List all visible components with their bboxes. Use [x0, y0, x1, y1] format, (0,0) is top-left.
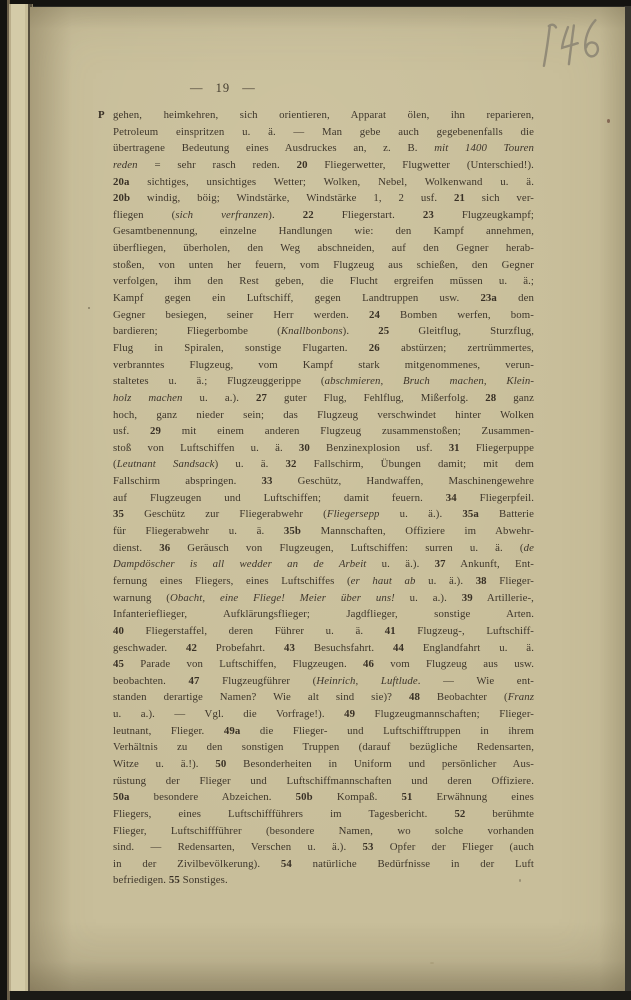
text-segment: Flug in Spiralen, sonstige Flugarten.	[113, 341, 369, 354]
item-number: 52	[454, 807, 466, 820]
text-line	[113, 856, 534, 873]
text-segment: . — Wie ent-	[417, 674, 534, 687]
item-number: 36	[159, 541, 171, 554]
text-segment: Leutnant Sandsack	[116, 458, 215, 471]
item-number: 45	[113, 658, 124, 671]
text-segment: rüstung der Flieger und Luftschiffmannschaften und deren Offiziere.	[113, 774, 534, 787]
text-segment: Flieger, Luftschiffführer (besondere Namen, wo solche vorhanden	[113, 824, 534, 837]
text-segment: mit einem anderen Flugzeug zusammenstoßen; Zusammen-	[161, 425, 534, 438]
text-segment: Flugzeug-, Luftschiff-	[395, 624, 534, 637]
text-line	[113, 573, 534, 590]
item-number: 34	[445, 491, 457, 504]
text-segment: stoßen, von unten her feuern, vom Flugzeug aus schießen, den Gegner	[113, 258, 534, 271]
item-number: 20	[296, 158, 308, 171]
text-segment: Englandfahrt u. ä.	[404, 641, 534, 654]
text-segment: Mannschaften, Offiziere im Abwehr-	[300, 525, 534, 538]
text-segment: reden	[113, 158, 138, 171]
item-number: 39	[461, 591, 473, 604]
text-segment: Fallschirm, Übungen damit; mit dem	[296, 458, 534, 471]
text-line	[113, 407, 534, 424]
text-segment: Kompaß.	[312, 791, 402, 804]
text-segment: ).	[268, 208, 303, 221]
text-segment: auf Flugzeugen und Luftschiffen; damit feuern.	[113, 491, 446, 504]
text-line	[113, 689, 534, 706]
item-number: 29	[150, 425, 161, 438]
text-segment: Ankunft, Ent-	[445, 558, 534, 571]
item-number: 35	[113, 508, 124, 521]
text-line	[113, 174, 534, 191]
item-number: 40	[113, 624, 124, 637]
text-segment: Kampf gegen ein Luftschiff, gegen Landtruppen usw.	[113, 292, 481, 305]
item-number: 46	[363, 658, 375, 671]
item-number: 50a	[113, 791, 130, 804]
item-number: 27	[255, 391, 267, 404]
item-number: 48	[409, 691, 420, 704]
text-segment: Fliegerwetter, Flugwetter (Unterschied!).	[307, 158, 534, 171]
text-segment: Gegner besiegen, seiner Herr werden.	[113, 308, 369, 321]
item-number: 38	[475, 574, 487, 587]
text-line	[113, 290, 534, 307]
text-segment: verbranntes Flugzeug, vom Kampf stark mitgenommenes, verun-	[113, 358, 534, 371]
text-line	[113, 506, 534, 523]
text-segment: Beobachter (	[420, 691, 508, 704]
text-segment: Artillerie-,	[472, 591, 534, 604]
item-number: 37	[434, 558, 446, 571]
item-number: 24	[368, 308, 380, 321]
text-line	[113, 473, 534, 490]
text-segment: fliegen (	[113, 208, 176, 221]
paper-speck	[519, 879, 521, 882]
book-page	[30, 7, 625, 991]
item-number: 54	[280, 857, 292, 870]
text-line	[113, 872, 534, 889]
text-segment: Geräusch von Flugzeugen, Luftschiffen: surren u. ä. (	[170, 541, 524, 554]
item-number: 28	[485, 391, 497, 404]
item-number: 49	[344, 708, 356, 721]
text-segment: Dampdöscher is all wedder an de Arbeit	[113, 558, 367, 571]
page-number-header: — 19 —	[190, 81, 256, 95]
text-line	[113, 556, 534, 573]
handwritten-number	[530, 17, 610, 80]
text-segment: Erwähnung eines	[412, 791, 534, 804]
text-segment: stoß von Luftschiffen u. ä.	[113, 441, 299, 454]
text-segment: Geschütz, Handwaffen, Maschinengewehre	[272, 475, 534, 488]
text-segment: Franz	[507, 691, 534, 704]
text-segment: u. ä.).	[366, 558, 435, 571]
text-segment: die Flieger- und Luftschifftruppen in ihrem	[240, 724, 534, 737]
text-line	[113, 390, 534, 407]
text-line	[113, 673, 534, 690]
text-segment: verfolgen, ihm den Rest geben, die Flucht ergreifen müssen u. ä.;	[113, 275, 534, 288]
text-line	[113, 490, 534, 507]
text-line	[113, 839, 534, 856]
text-line	[113, 373, 534, 390]
text-line	[113, 823, 534, 840]
text-line	[113, 789, 534, 806]
item-number: 30	[298, 441, 310, 454]
text-segment: Opfer der Flieger (auch	[373, 841, 534, 854]
text-segment: Flugzeugmannschaften; Flieger-	[355, 708, 534, 721]
text-segment: Probefahrt.	[196, 641, 284, 654]
item-number: 55	[168, 874, 180, 887]
text-segment: Knallbonbons	[280, 325, 343, 338]
text-segment: Besonderheiten in Uniform und persönlicher Aus-	[226, 757, 534, 770]
text-line	[113, 240, 534, 257]
item-number: 42	[185, 641, 197, 654]
text-line	[113, 190, 534, 207]
text-segment: Fliegerpfeil.	[456, 491, 534, 504]
text-segment: sich ver-	[464, 192, 534, 205]
text-line	[113, 640, 534, 657]
text-line	[113, 423, 534, 440]
text-line	[113, 124, 534, 141]
text-segment: hoch, ganz nieder sein; das Flugzeug verschwindet hinter Wolken	[113, 408, 534, 421]
text-segment: Gleitflug, Sturzflug,	[389, 325, 534, 338]
text-segment: Heinrich, Luftlude	[316, 674, 418, 687]
paper-speck	[430, 962, 434, 964]
item-number: 44	[393, 641, 404, 654]
text-line	[113, 140, 534, 157]
text-line	[113, 273, 534, 290]
item-number: 35a	[462, 508, 479, 521]
text-segment: mit 1400 Touren	[434, 142, 534, 155]
text-segment: für Fliegerabwehr u. ä.	[113, 525, 284, 538]
text-line	[113, 107, 534, 124]
text-line	[113, 307, 534, 324]
text-segment: natürliche Bedürfnisse in der Luft	[291, 857, 534, 870]
text-segment: überfliegen, überholen, den Weg abschneiden, auf den Gegner herab-	[113, 242, 534, 255]
item-number: 20a	[113, 175, 130, 188]
item-number: 31	[448, 441, 460, 454]
text-segment: bardieren; Fliegerbombe (	[113, 325, 281, 338]
item-number: 21	[453, 192, 465, 205]
text-line	[113, 590, 534, 607]
item-number: 32	[285, 458, 297, 471]
text-segment: u. a.).	[182, 391, 256, 404]
text-segment: fernung eines Fliegers, eines Luftschiffes (	[113, 574, 351, 587]
text-segment: leutnant, Flieger.	[113, 724, 224, 737]
item-number: 47	[188, 674, 200, 687]
text-segment: er haut ab	[350, 574, 416, 587]
text-segment: Bomben werfen, bom-	[379, 308, 534, 321]
text-segment: Besuchsfahrt.	[295, 641, 393, 654]
item-number: 23a	[480, 292, 497, 305]
text-segment: Fliegerpuppe	[459, 441, 534, 454]
text-line	[113, 357, 534, 374]
text-segment: beobachten.	[113, 674, 189, 687]
text-line	[113, 540, 534, 557]
text-segment: Benzinexplosion usf.	[309, 441, 449, 454]
text-segment: Flieger-	[486, 574, 534, 587]
text-segment: Flugzeugführer (	[199, 674, 317, 687]
text-line	[113, 456, 534, 473]
text-line	[113, 773, 534, 790]
text-line	[113, 623, 534, 640]
text-segment: den	[496, 292, 534, 305]
text-segment: Fliegers, eines Luftschiffführers im Tagesbericht.	[113, 807, 455, 820]
paper-speck	[607, 119, 610, 123]
item-number: 43	[284, 641, 295, 654]
text-segment: guter Flug, Fehlflug, Mißerfolg.	[266, 391, 486, 404]
text-segment: vom Flugzeug aus usw.	[374, 658, 534, 671]
text-line	[113, 340, 534, 357]
text-segment: ganz	[496, 391, 534, 404]
text-line	[113, 656, 534, 673]
text-segment: gehen, heimkehren, sich orientieren, Apparat ölen, ihn reparieren,	[113, 109, 534, 121]
item-number: 20b	[113, 192, 131, 205]
text-line	[113, 440, 534, 457]
text-segment: dienst.	[113, 541, 160, 554]
text-segment: holz machen	[113, 391, 183, 404]
item-number: 26	[368, 341, 380, 354]
item-number: 51	[401, 791, 413, 804]
text-segment: (	[113, 458, 117, 471]
text-segment: usf.	[113, 425, 150, 438]
item-number: 33	[261, 475, 273, 488]
text-segment: Witze u. ä.!).	[113, 757, 216, 770]
text-segment: berühmte	[465, 807, 534, 820]
text-segment: Fliegerstart.	[313, 208, 423, 221]
text-segment: Flugzeugkampf;	[433, 208, 534, 221]
text-segment: sich verfranzen	[175, 208, 269, 221]
text-line	[113, 257, 534, 274]
text-segment: in der Zivilbevölkerung).	[113, 857, 281, 870]
pencil-546-icon	[527, 13, 613, 79]
text-line	[113, 756, 534, 773]
text-segment: ) u. ä.	[214, 458, 286, 471]
text-line	[113, 723, 534, 740]
item-number: 49a	[223, 724, 241, 737]
text-line	[113, 323, 534, 340]
text-segment: staltetes u. ä.; Flugzeuggerippe (	[113, 375, 325, 388]
text-segment: = sehr rasch reden.	[137, 158, 297, 171]
text-segment: Infanterieflieger, Aufklärungsflieger; Jagdflieger, sonstige Arten.	[113, 608, 534, 621]
text-block	[98, 107, 534, 889]
text-segment: Sonstiges.	[179, 874, 228, 887]
text-segment: Verhältnis zu den sonstigen Truppen (darauf bezügliche Redensarten,	[113, 741, 534, 754]
item-number: 23	[422, 208, 434, 221]
text-segment: Fliegersepp	[326, 508, 380, 521]
text-line	[113, 739, 534, 756]
item-number: 25	[378, 325, 390, 338]
text-segment: u. ä.).	[379, 508, 463, 521]
text-segment: u. ä.).	[415, 574, 476, 587]
text-line	[113, 157, 534, 174]
item-number: 53	[362, 841, 374, 854]
text-segment: windig, böig; Windstärke, Windstärke 1, 2 usf.	[130, 192, 454, 205]
text-segment: u. a.). — Vgl. die Vorfrage!).	[113, 708, 345, 721]
text-line	[113, 523, 534, 540]
text-segment: übertragene Bedeutung eines Ausdruckes an, z. B.	[113, 142, 435, 155]
item-number: 22	[302, 208, 314, 221]
text-segment: Fallschirm abspringen.	[113, 475, 262, 488]
item-number: 35b	[283, 525, 301, 538]
text-segment: besondere Abzeichen.	[129, 791, 296, 804]
paper-speck	[88, 307, 90, 309]
text-segment: abstürzen; zertrümmertes,	[379, 341, 534, 354]
item-number: 41	[384, 624, 396, 637]
text-line	[113, 706, 534, 723]
text-segment: Parade von Luftschiffen, Flugzeugen.	[124, 658, 364, 671]
text-segment: abschmieren, Bruch machen, Klein-	[324, 375, 534, 388]
item-number: 50	[215, 757, 227, 770]
text-segment: Fliegerstaffel, deren Führer u. ä.	[124, 624, 385, 637]
text-segment: warnung (	[113, 591, 170, 604]
text-segment: u. a.).	[394, 591, 462, 604]
text-line	[113, 806, 534, 823]
text-segment: Geschütz zur Fliegerabwehr (	[124, 508, 327, 521]
text-segment: Petroleum einspritzen u. ä. — Man gebe auch gegebenenfalls die	[113, 125, 534, 138]
margin-letter: P	[98, 109, 105, 121]
text-segment: sind. — Redensarten, Verschen u. ä.).	[113, 841, 363, 854]
text-segment: befriedigen.	[113, 874, 169, 887]
text-segment: Batterie	[478, 508, 534, 521]
text-segment: Gesamtbenennung, einzelne Handlungen wie: den Kampf annehmen,	[113, 225, 534, 238]
text-line	[113, 223, 534, 240]
text-line	[113, 207, 534, 224]
text-segment: Obacht, eine Fliege! Meier über uns!	[169, 591, 395, 604]
text-segment: ).	[342, 325, 379, 338]
text-line	[113, 606, 534, 623]
text-segment: de	[523, 541, 534, 554]
text-segment: sichtiges, unsichtiges Wetter; Wolken, Nebel, Wolkenwand u. ä.	[129, 175, 534, 188]
item-number: 50b	[295, 791, 313, 804]
text-segment: standen derartige Namen? Wie alt sind sie)?	[113, 691, 409, 704]
text-segment: geschwader.	[113, 641, 186, 654]
